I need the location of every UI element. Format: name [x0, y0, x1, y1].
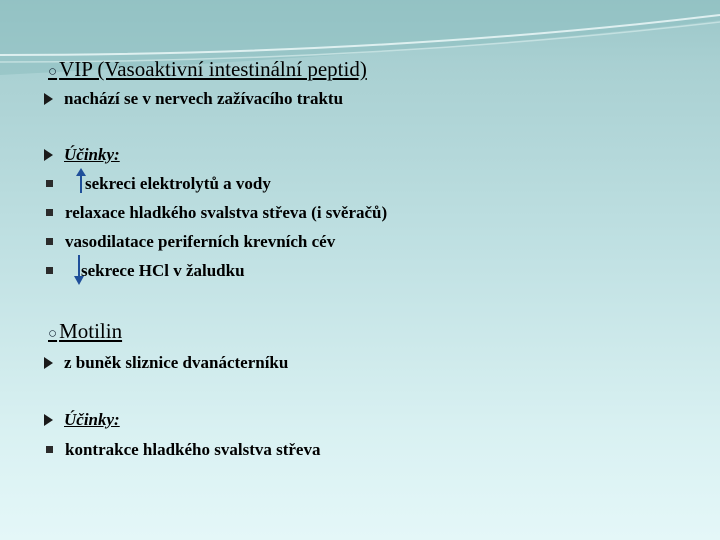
circle-icon: ○ [48, 64, 58, 80]
vip-location-row [44, 89, 444, 109]
vip-effects-row [44, 145, 244, 165]
motilin-heading-row [48, 319, 122, 344]
arrow-right-icon [44, 149, 53, 161]
arrow-right-icon [44, 414, 53, 426]
vip-location: nachází se v nervech zažívacího traktu [64, 89, 344, 108]
square-icon [46, 238, 53, 245]
vip-effect-item [44, 174, 444, 194]
vip-effect-text: sekrece HCl v žaludku [81, 261, 245, 280]
motilin-effects-label: Účinky: [64, 410, 120, 429]
square-icon [46, 446, 53, 453]
square-icon [46, 180, 53, 187]
motilin-location: z buněk sliznice dvanácterníku [64, 353, 289, 372]
arrow-right-icon [44, 93, 53, 105]
square-icon [46, 209, 53, 216]
motilin-effect-text: kontrakce hladkého svalstva střeva [65, 440, 321, 459]
vip-effect-text: vasodilatace periferních krevních cév [65, 232, 336, 251]
vip-heading-row [48, 57, 367, 82]
arrow-right-icon [44, 357, 53, 369]
circle-icon: ○ [48, 326, 58, 342]
vip-effect-text: relaxace hladkého svalstva střeva (i svěračů) [65, 203, 388, 222]
vip-heading: VIP (Vasoaktivní intestinální peptid) [59, 57, 367, 81]
square-icon [46, 267, 53, 274]
vip-effect-item [44, 232, 444, 252]
motilin-effect-item [44, 440, 444, 460]
motilin-location-row [44, 353, 444, 373]
motilin-heading: Motilin [59, 319, 123, 343]
vip-effect-item [44, 203, 474, 223]
vip-effect-text: sekreci elektrolytů a vody [85, 174, 271, 193]
vip-effects-label: Účinky: [64, 145, 120, 164]
vip-effect-item [44, 261, 444, 281]
motilin-effects-row [44, 410, 244, 430]
